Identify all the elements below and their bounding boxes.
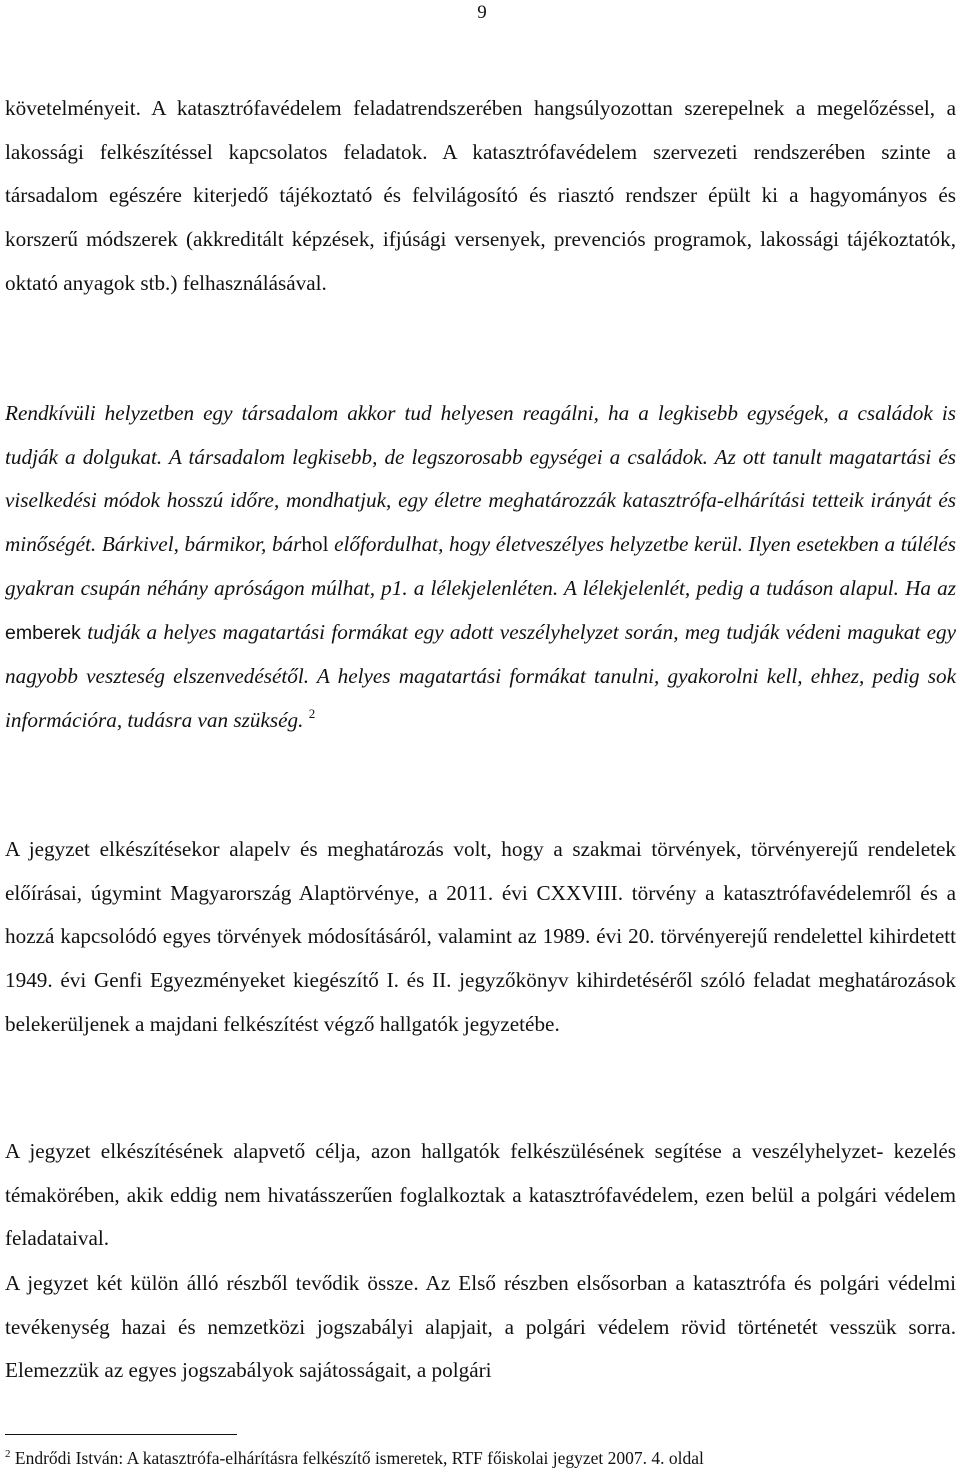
paragraph-2-text-e: tudják a helyes magatartási formákat egy adott veszélyhelyzet során, meg tudják védeni magukat egy nagyobb veszteség elszenvedésétől. A helyes magatartási formákat tanulni, gyakorolni kell, ehhez, pedig sok információra, tudásra van szükség. [5, 619, 956, 732]
paragraph-2-text-d: emberek [5, 621, 81, 644]
footnote [5, 1447, 704, 1469]
paragraph-2-text-b: hol [301, 532, 329, 557]
paragraph-5: A jegyzet két külön álló részből tevődik össze. Az Első részben elsősorban a katasztrófa és polgári védelmi tevékenység hazai és nemzetközi jogszabályi alapjait, a polgári védelem rövid történetét vesszük sorra. Elemezzük az egyes jogszabályok sajátosságait, a polgári [5, 1271, 956, 1383]
paragraph-3: A jegyzet elkészítésekor alapelv és meghatározás volt, hogy a szakmai törvények, törvényerejű rendeletek előírásai, úgymint Magyarország Alaptörvénye, a 2011. évi CXXVIII. törvény a katasztrófavédelemről és a hozzá kapcsolódó egyes törvények módosításáról, valamint az 1989. évi 20. törvényerejű rendelettel kihirdetett 1949. évi Genfi Egyezményeket kiegészítő I. és II. jegyzőkönyv kihirdetéséről szóló feladat meghatározások belekerüljenek a majdani felkészítést végző hallgatók jegyzetébe. [5, 837, 956, 1036]
footnote-text: Endrődi István: A katasztrófa-elhárításra felkészítő ismeretek, RTF főiskolai jegyzet 2007. 4. oldal [10, 1448, 704, 1468]
paragraph-4: A jegyzet elkészítésének alapvető célja, azon hallgatók felkészülésének segítése a veszélyhelyzet- kezelés témakörében, akik eddig nem hivatásszerűen foglalkoztak a katasztrófavédelem, ezen belül a polgári védelem feladataival. [5, 1139, 956, 1251]
paragraph-2-text-c: előfordulhat, hogy életveszélyes helyzetbe kerül. Ilyen esetekben a túlélés gyakran csupán néhány apróságon múlhat, p1. a lélekjelenléten. A lélekjelenlét, pedig a tudáson alapul. Ha az [5, 532, 956, 600]
page-number: 9 [477, 2, 487, 23]
paragraph-2-text-a: Rendkívüli helyzetben egy társadalom akkor tud helyesen reagálni, ha a legkisebb egységek, a családok is tudják a dolgukat. A társadalom legkisebb, de legszorosabb egységei a családok. Az ott tanult magatartási és viselkedési módok hosszú időre, mondhatjuk, egy életre meghatározzák katasztrófa-elhárítási tetteik irányát és minőségét. Bárkivel, bármikor, bár [5, 401, 956, 557]
footnote-separator [5, 1434, 237, 1435]
paragraph-2-italic-quote [5, 392, 956, 743]
paragraph-1: követelményeit. A katasztrófavédelem feladatrendszerében hangsúlyozottan szerepelnek a megelőzéssel, a lakossági felkészítéssel kapcsolatos feladatok. A katasztrófavédelem szervezeti rendszerében szinte a társadalom egészére kiterjedő tájékoztató és felvilágosító és riasztó rendszer épült ki a hagyományos és korszerű módszerek (akkreditált képzések, ifjúsági versenyek, prevenciós programok, lakossági tájékoztatók, oktató anyagok stb.) felhasználásával. [5, 96, 956, 295]
footnote-reference: 2 [308, 705, 316, 721]
footnote-number: 2 [5, 1448, 11, 1460]
